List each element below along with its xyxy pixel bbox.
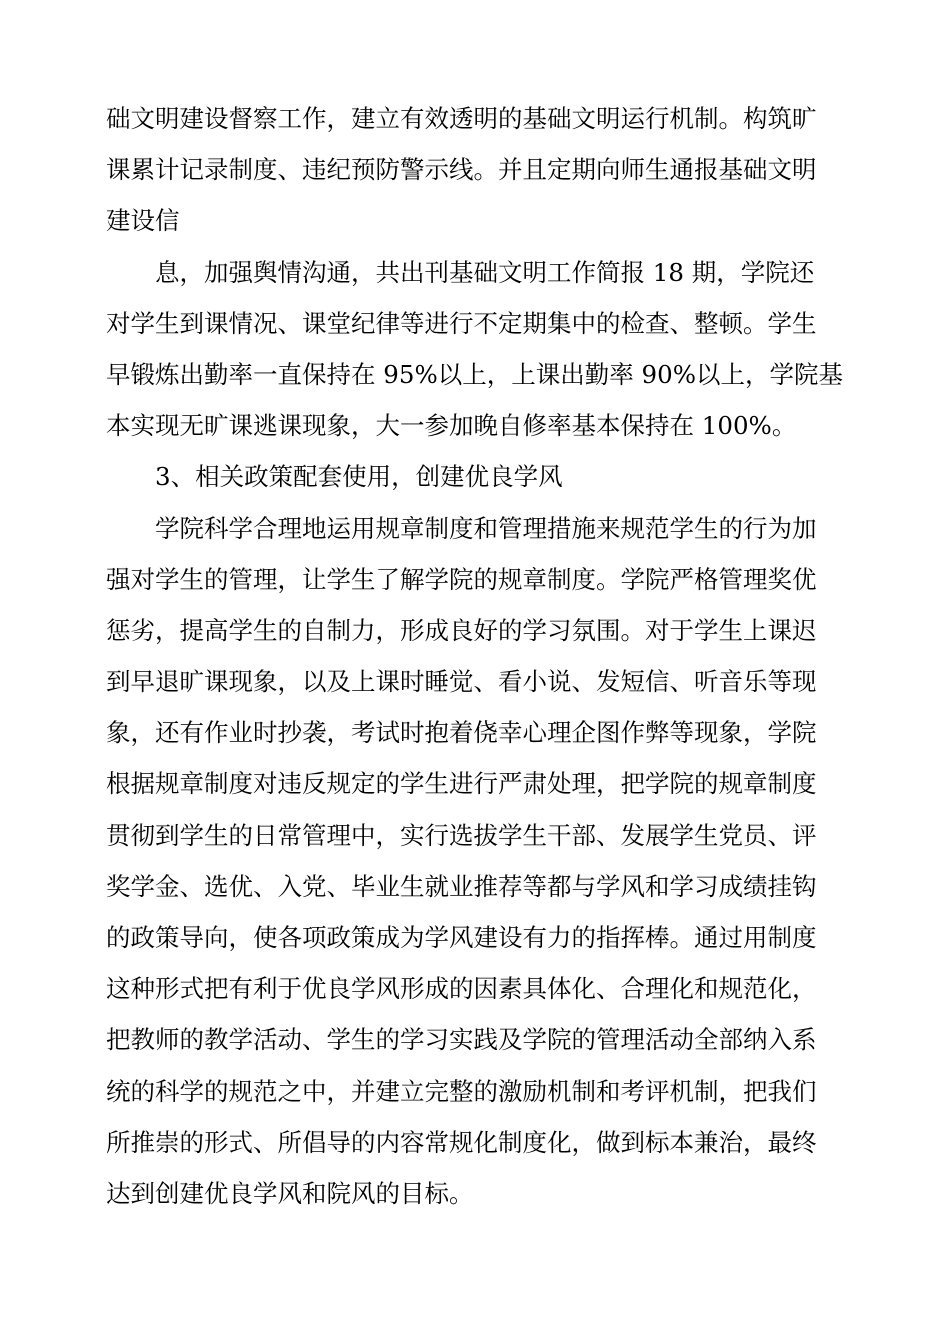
text-line: 达到创建优良学风和院风的目标。	[106, 1178, 474, 1208]
document-page	[106, 93, 846, 1219]
text-line: 所推崇的形式、所倡导的内容常规化制度化，做到标本兼治，最终	[106, 1127, 817, 1157]
paragraph-2	[106, 247, 846, 452]
text-line: 到早退旷课现象，以及上课时睡觉、看小说、发短信、听音乐等现	[106, 667, 817, 697]
text-line: 课累计记录制度、违纪预防警示线。并且定期向师生通报基础文明	[106, 155, 817, 185]
text-line: 这种形式把有利于优良学风形成的因素具体化、合理化和规范化，	[106, 974, 817, 1004]
paragraph-3	[106, 503, 846, 1220]
text-line: 建设信	[106, 206, 180, 236]
text-line: 贯彻到学生的日常管理中，实行选拔学生干部、发展学生党员、评	[106, 820, 817, 850]
text-line: 对学生到课情况、课堂纪律等进行不定期集中的检查、整顿。学生	[106, 308, 817, 338]
text-line: 早锻炼出勤率一直保持在 95%以上，上课出勤率 90%以上，学院基	[106, 359, 843, 389]
text-line: 把教师的教学活动、学生的学习实践及学院的管理活动全部纳入系	[106, 1025, 817, 1055]
text-line: 本实现无旷课逃课现象，大一参加晚自修率基本保持在 100%。	[106, 411, 797, 441]
text-line: 3、相关政策配套使用，创建优良学风	[155, 462, 563, 492]
text-line: 息，加强舆情沟通，共出刊基础文明工作简报 18 期，学院还	[155, 257, 815, 287]
text-line: 象，还有作业时抄袭，考试时抱着侥幸心理企图作弊等现象，学院	[106, 718, 817, 748]
text-line: 惩劣，提高学生的自制力，形成良好的学习氛围。对于学生上课迟	[106, 615, 817, 645]
text-line: 根据规章制度对违反规定的学生进行严肃处理，把学院的规章制度	[106, 769, 817, 799]
text-line: 学院科学合理地运用规章制度和管理措施来规范学生的行为加	[155, 513, 817, 543]
section-heading	[106, 451, 846, 502]
paragraph-1	[106, 93, 846, 247]
text-line: 奖学金、选优、入党、毕业生就业推荐等都与学风和学习成绩挂钩	[106, 871, 817, 901]
text-line: 的政策导向，使各项政策成为学风建设有力的指挥棒。通过用制度	[106, 923, 817, 952]
text-line: 统的科学的规范之中，并建立完整的激励机制和考评机制，把我们	[106, 1076, 817, 1106]
text-line: 强对学生的管理，让学生了解学院的规章制度。学院严格管理奖优	[106, 564, 817, 594]
text-line: 础文明建设督察工作，建立有效透明的基础文明运行机制。构筑旷	[106, 104, 817, 133]
